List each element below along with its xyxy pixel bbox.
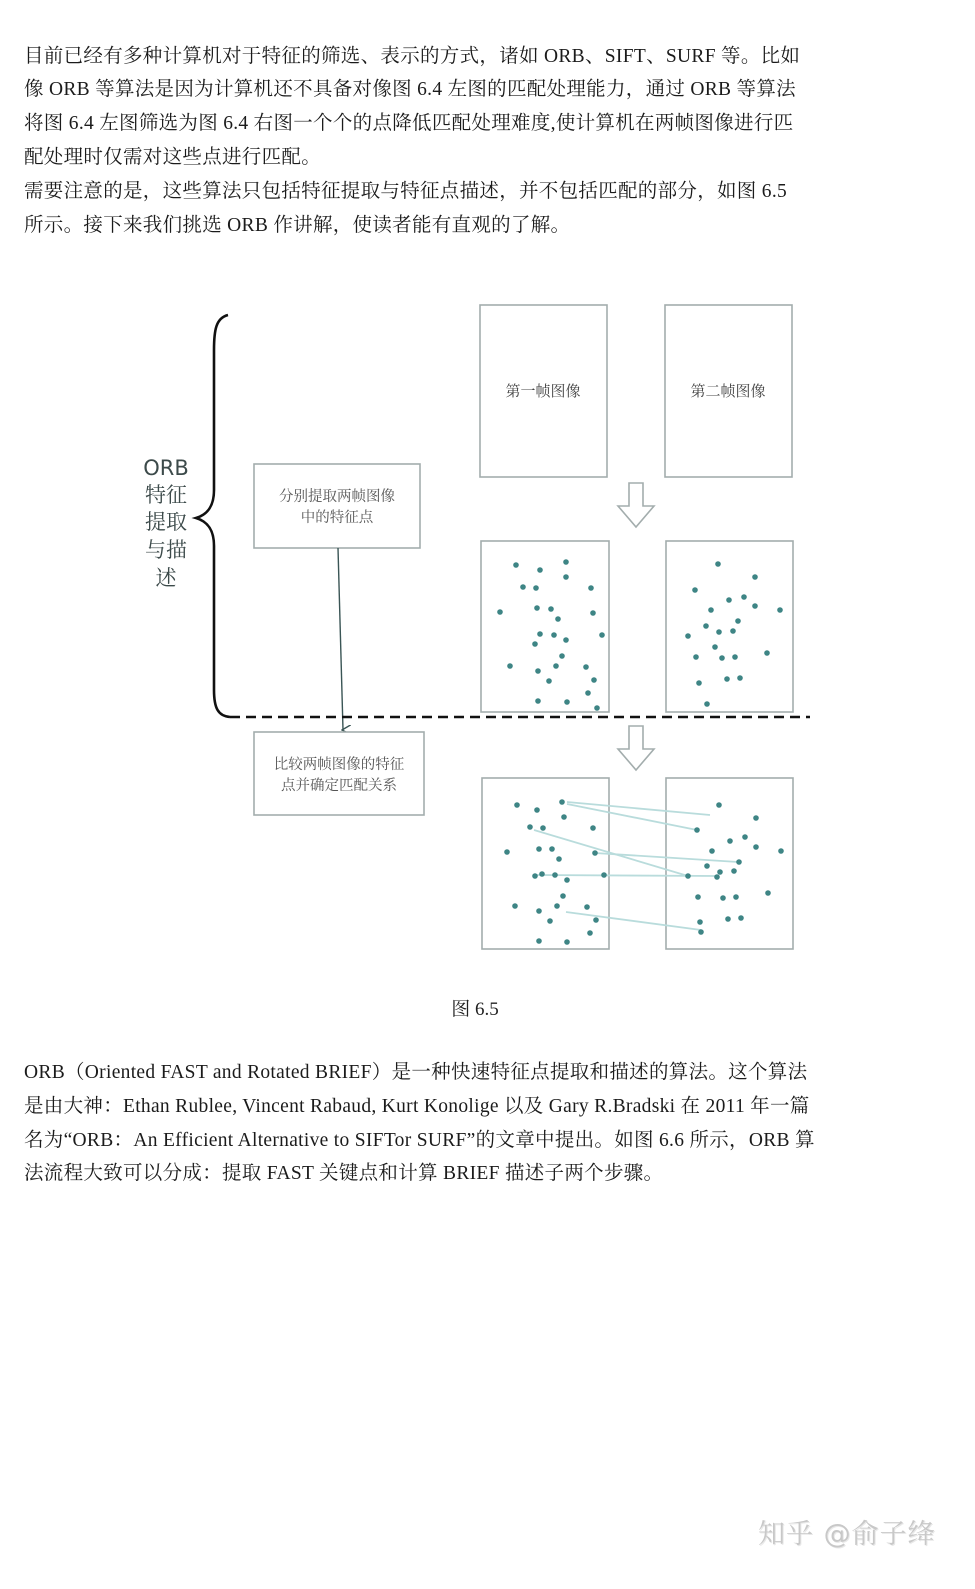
svg-text:特征: 特征 xyxy=(145,483,187,507)
text-line: 目前已经有多种计算机对于特征的筛选、表示的方式，诸如 ORB、SIFT、SURF 等。比如 xyxy=(24,46,801,67)
brace-label xyxy=(143,456,189,590)
text-line: 法流程大致可以分成：提取 FAST 关键点和计算 BRIEF 描述子两个步骤。 xyxy=(24,1163,664,1184)
svg-text:ORB: ORB xyxy=(143,456,189,480)
step1-text: 分别提取两帧图像 xyxy=(279,489,395,505)
curly-brace xyxy=(196,315,230,717)
svg-text:述: 述 xyxy=(155,566,177,590)
step2-text: 比较两帧图像的特征 xyxy=(273,757,405,773)
text-line: 配处理时仅需对这些点进行匹配。 xyxy=(24,147,322,168)
figure-caption: 图 6.5 xyxy=(451,999,499,1020)
down-arrow-icon xyxy=(618,483,654,527)
frame1-features-box xyxy=(481,541,609,712)
flow-arrow xyxy=(338,548,343,730)
text-line: 名为“ORB：An Efficient Alternative to SIFTor SURF”的文章中提出。如图 6.6 所示，ORB 算 xyxy=(24,1130,815,1151)
zhihu-watermark: 知乎 @俞子绛 xyxy=(758,1519,936,1550)
step2-text: 点并确定匹配关系 xyxy=(281,778,397,794)
down-arrow-icon xyxy=(618,726,654,770)
svg-text:与描: 与描 xyxy=(145,538,187,562)
text-line: 像 ORB 等算法是因为计算机还不具备对像图 6.4 左图的匹配处理能力，通过 ORB 等算法 xyxy=(24,79,796,100)
step1-box xyxy=(254,464,420,548)
step1-text: 中的特征点 xyxy=(300,510,374,526)
text-line: 所示。接下来我们挑选 ORB 作讲解，使读者能有直观的了解。 xyxy=(24,215,571,236)
frame1-label: 第一帧图像 xyxy=(505,382,581,400)
frame2-features-box xyxy=(666,541,793,712)
text-line: 需要注意的是，这些算法只包括特征提取与特征点描述，并不包括匹配的部分，如图 6.5 xyxy=(24,181,788,202)
step2-box xyxy=(254,732,424,815)
frame2-label: 第二帧图像 xyxy=(690,382,766,400)
svg-text:提取: 提取 xyxy=(145,510,187,534)
text-line: 是由大神：Ethan Rublee, Vincent Rabaud, Kurt Konolige 以及 Gary R.Bradski 在 2011 年一篇 xyxy=(24,1096,810,1117)
text-line: 将图 6.4 左图筛选为图 6.4 右图一个个的点降低匹配处理难度,使计算机在两帧图像进行匹 xyxy=(24,113,794,134)
text-line: ORB（Oriented FAST and Rotated BRIEF）是一种快速特征点提取和描述的算法。这个算法 xyxy=(24,1062,808,1083)
match-frame2-box xyxy=(666,778,793,949)
